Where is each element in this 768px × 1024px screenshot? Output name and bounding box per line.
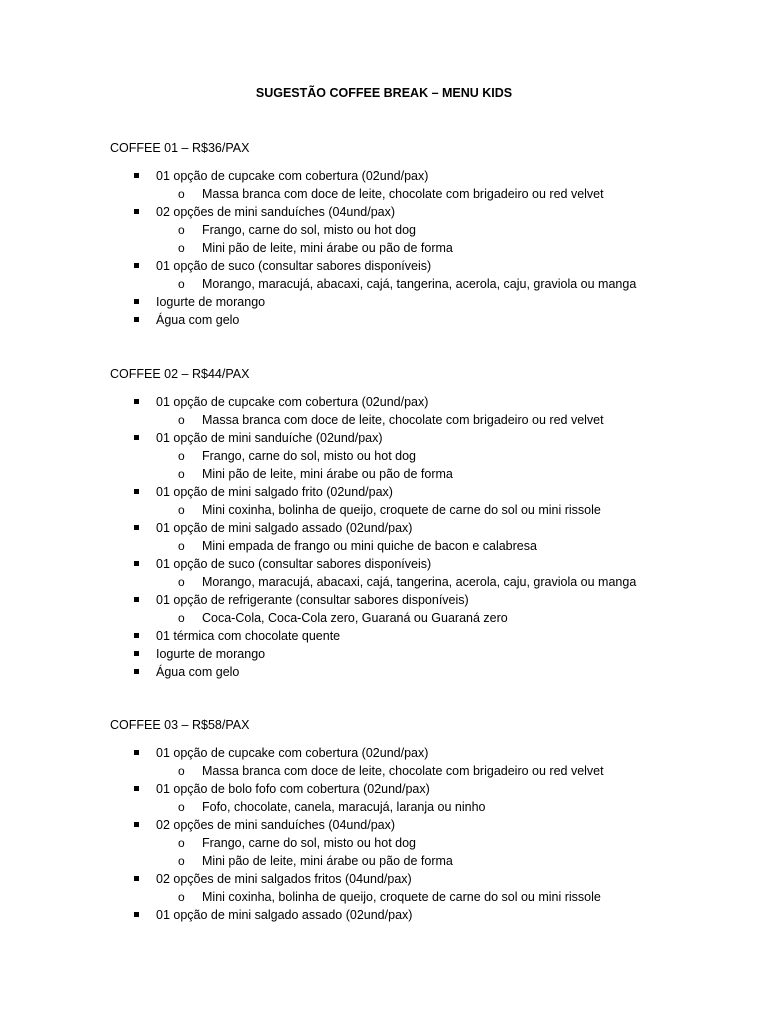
- menu-subitem-list: [156, 501, 768, 519]
- menu-item-text: 01 opção de cupcake com cobertura (02und/pax): [156, 746, 429, 760]
- menu-subitem: [178, 888, 768, 906]
- menu-item-list: [0, 393, 768, 681]
- square-bullet-icon: [134, 786, 139, 791]
- square-bullet-icon: [134, 173, 139, 178]
- square-bullet-icon: [134, 669, 139, 674]
- circle-bullet-icon: o: [178, 611, 185, 625]
- menu-item: [0, 167, 768, 203]
- square-bullet-icon: [134, 912, 139, 917]
- menu-item-list: [0, 744, 768, 924]
- menu-item: [0, 627, 768, 645]
- menu-subitem-list: [156, 185, 768, 203]
- menu-subitem-list: [156, 798, 768, 816]
- menu-item: [0, 744, 768, 780]
- menu-subitem-text: Morango, maracujá, abacaxi, cajá, tangerina, acerola, caju, graviola ou manga: [202, 277, 637, 291]
- menu-item: [0, 519, 768, 555]
- menu-item-list: [0, 167, 768, 329]
- menu-subitem-list: [156, 888, 768, 906]
- menu-subitem: [178, 798, 768, 816]
- menu-subitem-text: Mini pão de leite, mini árabe ou pão de forma: [202, 241, 453, 255]
- menu-subitem-text: Mini coxinha, bolinha de queijo, croquete de carne do sol ou mini rissole: [202, 503, 601, 517]
- square-bullet-icon: [134, 299, 139, 304]
- square-bullet-icon: [134, 633, 139, 638]
- circle-bullet-icon: o: [178, 890, 185, 904]
- menu-item-text: 02 opções de mini salgados fritos (04und/pax): [156, 872, 412, 886]
- circle-bullet-icon: o: [178, 764, 185, 778]
- menu-subitem: [178, 239, 768, 257]
- menu-subitem-list: [156, 275, 768, 293]
- menu-subitem-text: Massa branca com doce de leite, chocolate com brigadeiro ou red velvet: [202, 187, 604, 201]
- menu-item-text: 01 opção de mini salgado assado (02und/pax): [156, 908, 413, 922]
- menu-subitem: [178, 185, 768, 203]
- menu-subitem: [178, 573, 768, 591]
- square-bullet-icon: [134, 750, 139, 755]
- menu-subitem-text: Mini pão de leite, mini árabe ou pão de forma: [202, 854, 453, 868]
- menu-item-text: Iogurte de morango: [156, 295, 266, 309]
- menu-subitem: [178, 852, 768, 870]
- menu-subitem-text: Frango, carne do sol, misto ou hot dog: [202, 449, 417, 463]
- circle-bullet-icon: o: [178, 467, 185, 481]
- section-heading: COFFEE 02 – R$44/PAX: [110, 367, 250, 381]
- square-bullet-icon: [134, 489, 139, 494]
- circle-bullet-icon: o: [178, 800, 185, 814]
- menu-item: [0, 645, 768, 663]
- menu-subitem: [178, 275, 768, 293]
- menu-subitem-text: Fofo, chocolate, canela, maracujá, laranja ou ninho: [202, 800, 486, 814]
- menu-item-text: Iogurte de morango: [156, 647, 266, 661]
- circle-bullet-icon: o: [178, 413, 185, 427]
- menu-subitem: [178, 447, 768, 465]
- menu-subitem-list: [156, 537, 768, 555]
- menu-subitem: [178, 537, 768, 555]
- square-bullet-icon: [134, 435, 139, 440]
- menu-item: [0, 311, 768, 329]
- circle-bullet-icon: o: [178, 449, 185, 463]
- menu-item: [0, 663, 768, 681]
- menu-subitem: [178, 221, 768, 239]
- menu-item-text: 01 opção de cupcake com cobertura (02und/pax): [156, 169, 429, 183]
- circle-bullet-icon: o: [178, 503, 185, 517]
- circle-bullet-icon: o: [178, 187, 185, 201]
- menu-item-text: 02 opções de mini sanduíches (04und/pax): [156, 205, 396, 219]
- square-bullet-icon: [134, 651, 139, 656]
- square-bullet-icon: [134, 561, 139, 566]
- section-heading: COFFEE 01 – R$36/PAX: [110, 141, 250, 155]
- square-bullet-icon: [134, 876, 139, 881]
- menu-item-text: Água com gelo: [156, 665, 240, 679]
- menu-subitem-list: [156, 609, 768, 627]
- menu-subitem: [178, 609, 768, 627]
- menu-item: [0, 591, 768, 627]
- menu-subitem-text: Mini coxinha, bolinha de queijo, croquete de carne do sol ou mini rissole: [202, 890, 601, 904]
- menu-subitem-text: Mini empada de frango ou mini quiche de bacon e calabresa: [202, 539, 537, 553]
- menu-item-text: Água com gelo: [156, 313, 240, 327]
- menu-item-text: 01 opção de refrigerante (consultar sabores disponíveis): [156, 593, 469, 607]
- menu-item: [0, 203, 768, 257]
- menu-subitem: [178, 465, 768, 483]
- menu-item: [0, 293, 768, 311]
- circle-bullet-icon: o: [178, 223, 185, 237]
- menu-subitem-text: Frango, carne do sol, misto ou hot dog: [202, 223, 417, 237]
- square-bullet-icon: [134, 399, 139, 404]
- document-title: SUGESTÃO COFFEE BREAK – MENU KIDS: [255, 86, 513, 100]
- square-bullet-icon: [134, 597, 139, 602]
- menu-item: [0, 393, 768, 429]
- menu-item-text: 01 opção de mini salgado assado (02und/pax): [156, 521, 413, 535]
- menu-item: [0, 816, 768, 870]
- menu-item-text: 01 opção de suco (consultar sabores disponíveis): [156, 259, 432, 273]
- menu-item: [0, 257, 768, 293]
- menu-subitem: [178, 762, 768, 780]
- menu-item-text: 01 opção de mini salgado frito (02und/pax): [156, 485, 393, 499]
- menu-item: [0, 483, 768, 519]
- square-bullet-icon: [134, 209, 139, 214]
- menu-item: [0, 906, 768, 924]
- menu-item: [0, 429, 768, 483]
- menu-subitem-list: [156, 411, 768, 429]
- menu-subitem-list: [156, 221, 768, 257]
- menu-subitem-text: Morango, maracujá, abacaxi, cajá, tangerina, acerola, caju, graviola ou manga: [202, 575, 637, 589]
- square-bullet-icon: [134, 317, 139, 322]
- menu-subitem: [178, 834, 768, 852]
- circle-bullet-icon: o: [178, 575, 185, 589]
- menu-subitem-text: Coca-Cola, Coca-Cola zero, Guaraná ou Guaraná zero: [202, 611, 508, 625]
- menu-item-text: 01 opção de suco (consultar sabores disponíveis): [156, 557, 432, 571]
- square-bullet-icon: [134, 822, 139, 827]
- menu-subitem-text: Massa branca com doce de leite, chocolate com brigadeiro ou red velvet: [202, 764, 604, 778]
- circle-bullet-icon: o: [178, 277, 185, 291]
- circle-bullet-icon: o: [178, 539, 185, 553]
- menu-subitem-text: Massa branca com doce de leite, chocolate com brigadeiro ou red velvet: [202, 413, 604, 427]
- circle-bullet-icon: o: [178, 836, 185, 850]
- menu-item-text: 01 opção de mini sanduíche (02und/pax): [156, 431, 383, 445]
- menu-subitem-list: [156, 762, 768, 780]
- menu-subitem-list: [156, 447, 768, 483]
- menu-item-text: 01 opção de cupcake com cobertura (02und/pax): [156, 395, 429, 409]
- menu-subitem-list: [156, 573, 768, 591]
- menu-subitem-text: Mini pão de leite, mini árabe ou pão de forma: [202, 467, 453, 481]
- circle-bullet-icon: o: [178, 854, 185, 868]
- menu-subitem: [178, 501, 768, 519]
- menu-subitem-text: Frango, carne do sol, misto ou hot dog: [202, 836, 417, 850]
- menu-item: [0, 555, 768, 591]
- square-bullet-icon: [134, 525, 139, 530]
- menu-subitem-list: [156, 834, 768, 870]
- menu-item: [0, 870, 768, 906]
- menu-subitem: [178, 411, 768, 429]
- menu-item: [0, 780, 768, 816]
- circle-bullet-icon: o: [178, 241, 185, 255]
- square-bullet-icon: [134, 263, 139, 268]
- section-heading: COFFEE 03 – R$58/PAX: [110, 718, 250, 732]
- menu-item-text: 01 térmica com chocolate quente: [156, 629, 341, 643]
- menu-item-text: 02 opções de mini sanduíches (04und/pax): [156, 818, 396, 832]
- menu-item-text: 01 opção de bolo fofo com cobertura (02und/pax): [156, 782, 430, 796]
